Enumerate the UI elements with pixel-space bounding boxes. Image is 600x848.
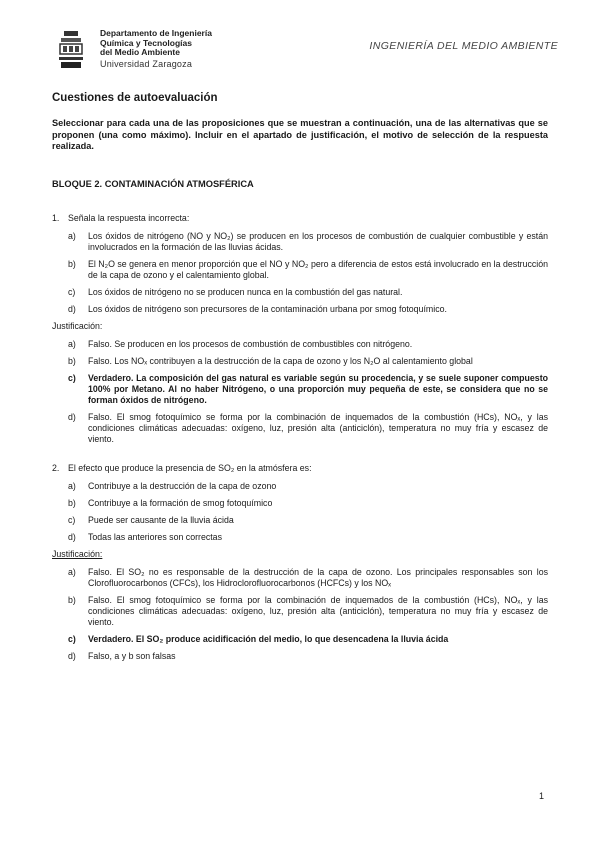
answer: b) Falso. El smog fotoquímico se forma por la combinación de inquemados de la combustión (HCs), NOₓ, y las condiciones climáticas adecuadas: oxígeno, luz, presión alta (anticiclón), temperatura no muy fría y escasez de viento. <box>68 595 548 627</box>
justification-label: Justificación: <box>52 321 103 331</box>
university-crest-icon <box>58 30 84 70</box>
department-name: Departamento de Ingeniería Química y Tecnologías del Medio Ambiente <box>100 28 212 57</box>
justification-label: Justificación: <box>52 549 103 559</box>
option: a) Contribuye a la destrucción de la capa de ozono <box>68 481 277 491</box>
answer: b) Falso. Los NOₓ contribuyen a la destrucción de la capa de ozono y los N₂O al calentamiento global <box>68 356 473 366</box>
block-heading: BLOQUE 2. CONTAMINACIÓN ATMOSFÉRICA <box>52 179 254 189</box>
questions-content <box>52 213 548 668</box>
option: a) Los óxidos de nitrógeno (NO y NO₂) se producen en los procesos de combustión de cualquier combustible y están involucrados en la formación de las lluvias ácidas. <box>68 231 548 252</box>
page-header <box>58 26 558 76</box>
answer: a) Falso. Se producen en los procesos de combustión de combustibles con nitrógeno. <box>68 339 413 349</box>
page-number: 1 <box>538 791 544 801</box>
instructions: Seleccionar para cada una de las proposiciones que se muestran a continuación, una de las alternativas que se proponen (una como máximo). Incluir en el apartado de justificación, el motivo de selección de la respuesta realizada. <box>52 118 548 152</box>
answer: a) Falso. El SO₂ no es responsable de la destrucción de la capa de ozono. Los principales responsables son los Clorofluorocarbonos (CFCs), los Hidroclorofluorocarbonos (HCFCs) y los NOₓ <box>68 567 548 588</box>
question-2: 2. El efecto que produce la presencia de SO₂ en la atmósfera es: <box>52 463 312 473</box>
option: d) Los óxidos de nitrógeno son precursores de la contaminación urbana por smog fotoquímico. <box>68 304 447 314</box>
answer: d) Falso, a y b son falsas <box>68 651 176 661</box>
question-1: 1. Señala la respuesta incorrecta: <box>52 213 190 223</box>
answer-correct: c) Verdadero. El SO₂ produce acidificación del medio, lo que desencadena la lluvia ácida <box>68 634 449 644</box>
university-name: Universidad Zaragoza <box>100 59 193 69</box>
page-title: Cuestiones de autoevaluación <box>52 92 218 104</box>
option: c) Los óxidos de nitrógeno no se producen nunca en la combustión del gas natural. <box>68 287 403 297</box>
answer-correct: c) Verdadero. La composición del gas natural es variable según su procedencia, y se suele suponer compuesto 100% por Metano. Al no haber Nitrógeno, o una proporción muy pequeña de este, se considera que no se forman óxidos de nitrógeno. <box>68 373 548 405</box>
subject-title: INGENIERÍA DEL MEDIO AMBIENTE <box>369 40 558 52</box>
option: d) Todas las anteriores son correctas <box>68 532 222 542</box>
answer: d) Falso. El smog fotoquímico se forma por la combinación de inquemados de la combustión (HCs), NOₓ, y las condiciones climáticas adecuadas: oxígeno, luz, presión alta (anticiclón), temperatura no muy fría y escasez de viento. <box>68 412 548 444</box>
option: c) Puede ser causante de la lluvia ácida <box>68 515 234 525</box>
option: b) El N₂O se genera en menor proporción que el NO y NO₂ pero a diferencia de estos está involucrado en la destrucción de la capa de ozono y el calentamiento global. <box>68 259 548 280</box>
option: b) Contribuye a la formación de smog fotoquímico <box>68 498 273 508</box>
